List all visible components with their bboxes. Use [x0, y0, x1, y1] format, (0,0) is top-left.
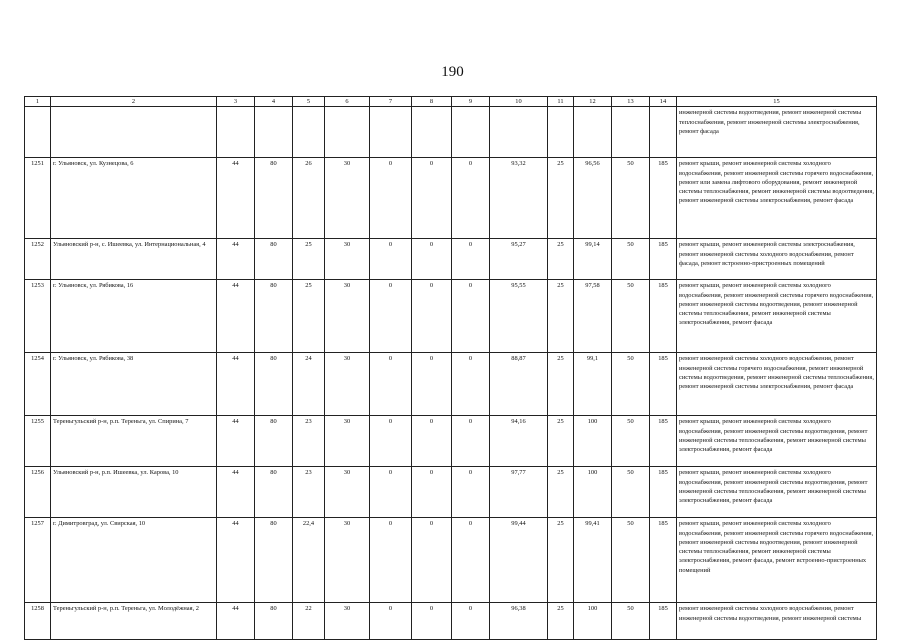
col13-value: 50: [612, 416, 650, 467]
column-number: 9: [452, 97, 490, 107]
col3-value: 44: [217, 353, 255, 416]
col7-value: 0: [370, 353, 412, 416]
col13-value: 50: [612, 518, 650, 603]
col3-value: 44: [217, 603, 255, 640]
table-row: [25, 518, 877, 603]
column-number: 10: [490, 97, 548, 107]
col5-value: 23: [293, 416, 325, 467]
col6-value: 30: [325, 467, 370, 518]
col5-value: 23: [293, 467, 325, 518]
works-cell: инженерной системы водоотведения, ремонт инженерной системы теплоснабжения, ремонт инженерной системы электроснабжения, ремонт фасада: [677, 107, 877, 158]
col3-value: 44: [217, 416, 255, 467]
column-number: 15: [677, 97, 877, 107]
col8-value: 0: [412, 518, 452, 603]
column-number: 6: [325, 97, 370, 107]
col14-value: 185: [650, 416, 677, 467]
col6-value: 30: [325, 158, 370, 239]
col7-value: 0: [370, 603, 412, 640]
address-cell: г. Ульяновск, ул. Рябикова, 38: [51, 353, 217, 416]
col12-value: 100: [574, 467, 612, 518]
col11-value: 25: [548, 518, 574, 603]
address-cell: Тереньгульский р-н, р.п. Тереньга, ул. Спирина, 7: [51, 416, 217, 467]
table-row: [25, 239, 877, 280]
row-number: 1252: [25, 239, 51, 280]
col13-value: 50: [612, 467, 650, 518]
col9-value: 0: [452, 353, 490, 416]
col10-value: 93,32: [490, 158, 548, 239]
col11-value: 25: [548, 239, 574, 280]
col4-value: 80: [255, 158, 293, 239]
row-number: 1256: [25, 467, 51, 518]
col4-value: 80: [255, 467, 293, 518]
col14-value: 185: [650, 603, 677, 640]
col10-value: 95,27: [490, 239, 548, 280]
col7-value: 0: [370, 467, 412, 518]
col4-value: 80: [255, 518, 293, 603]
col11-value: 25: [548, 353, 574, 416]
table-row: [25, 603, 877, 640]
col12-value: 100: [574, 603, 612, 640]
works-cell: ремонт инженерной системы холодного водоснабжения, ремонт инженерной системы водоотведения, ремонт инженерной системы: [677, 603, 877, 640]
col12-value: 97,58: [574, 280, 612, 353]
col9-value: 0: [452, 416, 490, 467]
col4-value: 80: [255, 239, 293, 280]
col14-value: 185: [650, 280, 677, 353]
col3-value: 44: [217, 518, 255, 603]
address-cell: Тереньгульский р-н, р.п. Тереньга, ул. Молодёжная, 2: [51, 603, 217, 640]
col8-value: 0: [412, 603, 452, 640]
col10-value: 99,44: [490, 518, 548, 603]
col12-value: 96,56: [574, 158, 612, 239]
col9-value: 0: [452, 158, 490, 239]
col4-value: 80: [255, 603, 293, 640]
column-number: 5: [293, 97, 325, 107]
col11-value: 25: [548, 280, 574, 353]
col6-value: 30: [325, 603, 370, 640]
col6-value: 30: [325, 239, 370, 280]
col9-value: 0: [452, 603, 490, 640]
col6-value: 30: [325, 416, 370, 467]
col12-value: 99,1: [574, 353, 612, 416]
address-cell: Ульяновский р-н, р.п. Ишеевка, ул. Карова, 10: [51, 467, 217, 518]
col10-value: 97,77: [490, 467, 548, 518]
col10-value: 95,55: [490, 280, 548, 353]
column-number: 12: [574, 97, 612, 107]
col8-value: 0: [412, 239, 452, 280]
col5-value: 22: [293, 603, 325, 640]
row-number: 1251: [25, 158, 51, 239]
col8-value: 0: [412, 416, 452, 467]
works-cell: ремонт крыши, ремонт инженерной системы холодного водоснабжения, ремонт инженерной системы водоотведения, ремонт инженерной системы теплоснабжения, ремонт инженерной системы электроснабжения, ремонт фасада: [677, 416, 877, 467]
col13-value: 50: [612, 239, 650, 280]
works-cell: ремонт крыши, ремонт инженерной системы электроснабжения, ремонт инженерной системы холодного водоснабжения, ремонт фасада, ремонт встроенно-пристроенных помещений: [677, 239, 877, 280]
col11-value: 25: [548, 416, 574, 467]
col7-value: 0: [370, 416, 412, 467]
address-cell: г. Ульяновск, ул. Рябикова, 16: [51, 280, 217, 353]
table-row: [25, 158, 877, 239]
page-number: 190: [441, 64, 464, 80]
col14-value: 185: [650, 239, 677, 280]
column-number: 2: [51, 97, 217, 107]
column-number: 13: [612, 97, 650, 107]
data-table: [24, 96, 877, 640]
column-number: 8: [412, 97, 452, 107]
col13-value: 50: [612, 158, 650, 239]
col7-value: 0: [370, 239, 412, 280]
works-cell: ремонт крыши, ремонт инженерной системы холодного водоснабжения, ремонт инженерной системы горячего водоснабжения, ремонт инженерной системы водоотведения, ремонт инженерной системы теплоснабжения, ремонт инженерной системы электроснабжения, ремонт фасада, ремонт встроенно-пристроенных помещений: [677, 518, 877, 603]
row-number: 1254: [25, 353, 51, 416]
col14-value: 185: [650, 467, 677, 518]
col7-value: 0: [370, 158, 412, 239]
address-cell: г. Димитровград, ул. Свирская, 10: [51, 518, 217, 603]
address-cell: г. Ульяновск, ул. Кузнецова, 6: [51, 158, 217, 239]
col11-value: 25: [548, 158, 574, 239]
table-row: [25, 353, 877, 416]
col14-value: 185: [650, 518, 677, 603]
row-number: 1257: [25, 518, 51, 603]
col6-value: 30: [325, 280, 370, 353]
row-number: 1253: [25, 280, 51, 353]
col13-value: 50: [612, 603, 650, 640]
column-number: 7: [370, 97, 412, 107]
col8-value: 0: [412, 280, 452, 353]
col9-value: 0: [452, 239, 490, 280]
col3-value: 44: [217, 280, 255, 353]
table-row: [25, 280, 877, 353]
col4-value: 80: [255, 353, 293, 416]
col5-value: 25: [293, 280, 325, 353]
row-number: 1255: [25, 416, 51, 467]
table-row: [25, 416, 877, 467]
address-cell: Ульяновский р-н, с. Ишеевка, ул. Интернациональная, 4: [51, 239, 217, 280]
column-number: 14: [650, 97, 677, 107]
col8-value: 0: [412, 158, 452, 239]
column-number: 1: [25, 97, 51, 107]
col12-value: 100: [574, 416, 612, 467]
col6-value: 30: [325, 518, 370, 603]
col5-value: 26: [293, 158, 325, 239]
col3-value: 44: [217, 158, 255, 239]
table-row: [25, 467, 877, 518]
continuation-row: [25, 107, 877, 158]
col4-value: 80: [255, 416, 293, 467]
col13-value: 50: [612, 280, 650, 353]
col4-value: 80: [255, 280, 293, 353]
column-number: 11: [548, 97, 574, 107]
col5-value: 24: [293, 353, 325, 416]
works-cell: ремонт крыши, ремонт инженерной системы холодного водоснабжения, ремонт инженерной системы водоотведения, ремонт инженерной системы теплоснабжения, ремонт инженерной системы электроснабжения, ремонт фасада: [677, 467, 877, 518]
col6-value: 30: [325, 353, 370, 416]
col5-value: 25: [293, 239, 325, 280]
col3-value: 44: [217, 239, 255, 280]
col12-value: 99,14: [574, 239, 612, 280]
works-cell: ремонт инженерной системы холодного водоснабжения, ремонт инженерной системы горячего водоснабжения, ремонт инженерной системы водоотведения, ремонт инженерной системы теплоснабжения, ремонт инженерной системы электроснабжения, ремонт фасада: [677, 353, 877, 416]
col9-value: 0: [452, 518, 490, 603]
col7-value: 0: [370, 280, 412, 353]
col7-value: 0: [370, 518, 412, 603]
col5-value: 22,4: [293, 518, 325, 603]
row-number: 1258: [25, 603, 51, 640]
column-number: 4: [255, 97, 293, 107]
col14-value: 185: [650, 353, 677, 416]
column-number: 3: [217, 97, 255, 107]
column-number-row: [25, 97, 877, 107]
col10-value: 96,38: [490, 603, 548, 640]
col11-value: 25: [548, 467, 574, 518]
col3-value: 44: [217, 467, 255, 518]
col14-value: 185: [650, 158, 677, 239]
col9-value: 0: [452, 280, 490, 353]
works-cell: ремонт крыши, ремонт инженерной системы холодного водоснабжения, ремонт инженерной системы горячего водоснабжения, ремонт или замена лифтового оборудования, ремонт инженерной системы теплоснабжения, ремонт инженерной системы водоотведения, ремонт инженерной системы электроснабжения, ремонт фасада: [677, 158, 877, 239]
col8-value: 0: [412, 467, 452, 518]
col10-value: 94,16: [490, 416, 548, 467]
col12-value: 99,41: [574, 518, 612, 603]
col13-value: 50: [612, 353, 650, 416]
col11-value: 25: [548, 603, 574, 640]
col9-value: 0: [452, 467, 490, 518]
col8-value: 0: [412, 353, 452, 416]
works-cell: ремонт крыши, ремонт инженерной системы холодного водоснабжения, ремонт инженерной системы горячего водоснабжения, ремонт инженерной системы водоотведения, ремонт инженерной системы теплоснабжения, ремонт инженерной системы электроснабжения, ремонт фасада: [677, 280, 877, 353]
col10-value: 88,87: [490, 353, 548, 416]
